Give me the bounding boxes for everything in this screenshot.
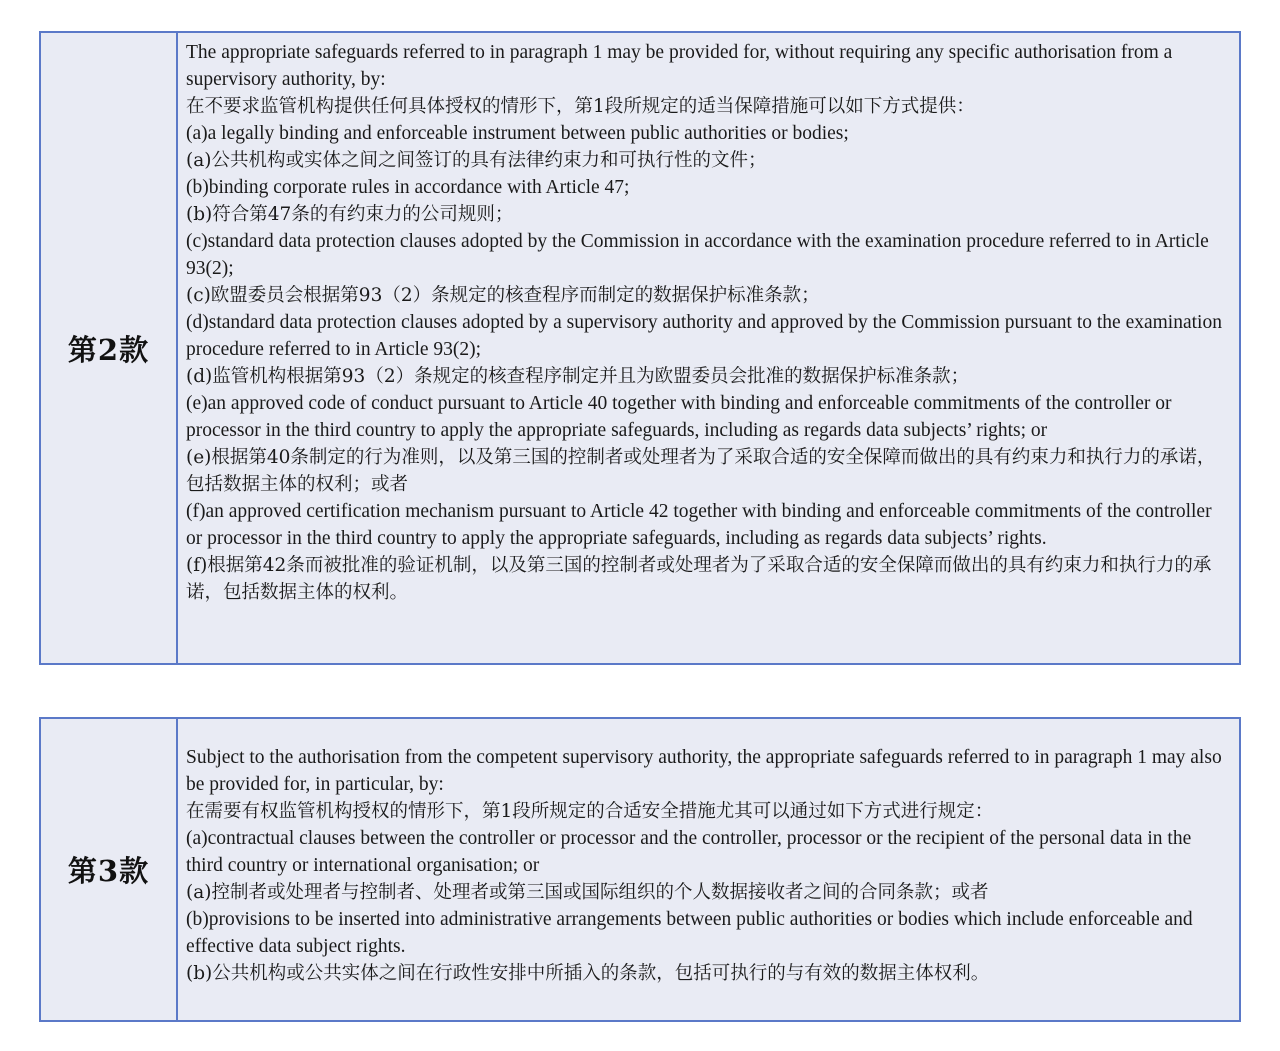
clause-2-table bbox=[39, 31, 1241, 665]
clause-label-cell bbox=[41, 719, 178, 1020]
clause-text-line: (e)an approved code of conduct pursuant to Article 40 together with binding and enforceable commitments of the controller or processor in the third country to apply the appropriate safeguards, including as regards data subjects’ rights; or bbox=[186, 393, 1172, 441]
clause-text-cell bbox=[178, 719, 1239, 1020]
clause-text-line: (b)公共机构或公共实体之间在行政性安排中所插入的条款，包括可执行的与有效的数据主体权利。 bbox=[186, 963, 990, 984]
clause-text-line: (b)provisions to be inserted into administrative arrangements between public authorities or bodies which include enforceable and effective data subject rights. bbox=[186, 909, 1193, 957]
clause-3-table bbox=[39, 717, 1241, 1022]
clause-text-line: 在不要求监管机构提供任何具体授权的情形下，第1段所规定的适当保障措施可以如下方式提供： bbox=[186, 96, 975, 117]
clause-text-line: (d)standard data protection clauses adopted by a supervisory authority and approved by the Commission pursuant to the examination procedure referred to in Article 93(2); bbox=[186, 312, 1222, 360]
clause-text-cell bbox=[178, 33, 1239, 663]
clause-text-line: (a)公共机构或实体之间之间签订的具有法律约束力和可执行性的文件； bbox=[186, 150, 767, 171]
clause-text-line: (e)根据第40条制定的行为准则，以及第三国的控制者或处理者为了采取合适的安全保障而做出的具有约束力和执行力的承诺，包括数据主体的权利；或者 bbox=[186, 447, 1216, 495]
clause-label: 第2款 bbox=[67, 332, 150, 367]
clause-label: 第3款 bbox=[67, 854, 150, 888]
clause-text-line: (a)contractual clauses between the controller or processor and the controller, processor or the recipient of the personal data in the third country or international organisation; or bbox=[186, 828, 1192, 876]
clause-text-line: Subject to the authorisation from the competent supervisory authority, the appropriate safeguards referred to in paragraph 1 may also be provided for, in particular, by: bbox=[186, 747, 1222, 795]
clause-text-line: (b)符合第47条的有约束力的公司规则； bbox=[186, 204, 514, 225]
clause-text-line: 在需要有权监管机构授权的情形下，第1段所规定的合适安全措施尤其可以通过如下方式进行规定： bbox=[186, 801, 994, 822]
clause-text-line: The appropriate safeguards referred to in paragraph 1 may be provided for, without requiring any specific authorisation from a supervisory authority, by: bbox=[186, 42, 1173, 90]
clause-text-line: (b)binding corporate rules in accordance with Article 47; bbox=[186, 177, 630, 198]
clause-label-cell bbox=[41, 33, 178, 663]
clause-text-line: (f)an approved certification mechanism pursuant to Article 42 together with binding and enforceable commitments of the controller or processor in the third country to apply the appropriate safeguards, including as regards data subjects’ rights. bbox=[186, 501, 1212, 549]
clause-text-line: (d)监管机构根据第93（2）条规定的核查程序制定并且为欧盟委员会批准的数据保护标准条款； bbox=[186, 366, 970, 387]
clause-text-line: (a)控制者或处理者与控制者、处理者或第三国或国际组织的个人数据接收者之间的合同条款；或者 bbox=[186, 882, 989, 903]
clause-text-line: (a)a legally binding and enforceable instrument between public authorities or bodies; bbox=[186, 123, 849, 144]
clause-text-line: (c)standard data protection clauses adopted by the Commission in accordance with the examination procedure referred to in Article 93(2); bbox=[186, 231, 1209, 279]
clause-text-line: (c)欧盟委员会根据第93（2）条规定的核查程序而制定的数据保护标准条款； bbox=[186, 285, 820, 306]
clause-text-line: (f)根据第42条而被批准的验证机制，以及第三国的控制者或处理者为了采取合适的安全保障而做出的具有约束力和执行力的承诺，包括数据主体的权利。 bbox=[186, 555, 1212, 603]
